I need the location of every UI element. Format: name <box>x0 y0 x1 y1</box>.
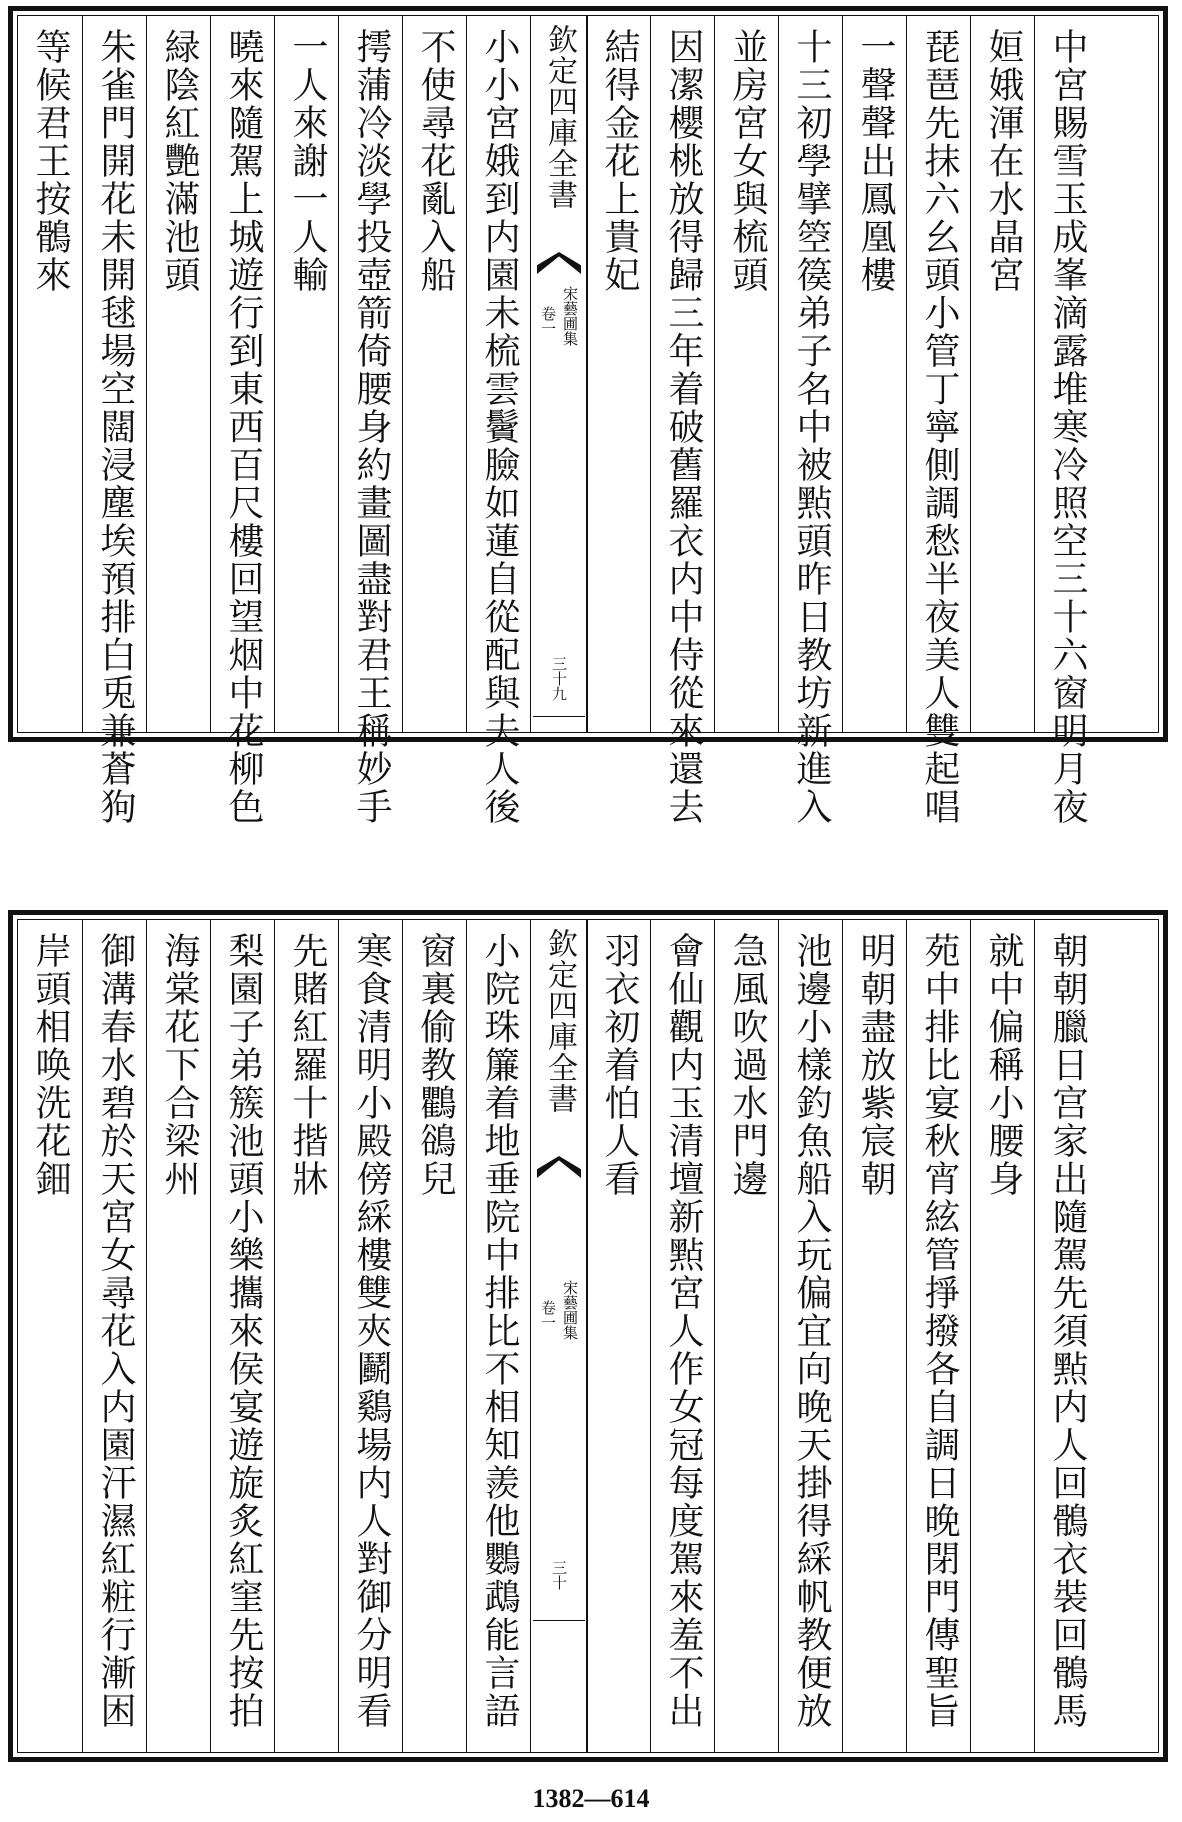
text-column: 就中偏稱小腰身 <box>970 920 1035 1752</box>
text-column: 一人來謝一人輸 <box>274 16 339 732</box>
text-column: 朝朝臘日宫家出隨駕先須㸃内人回鶻衣裝回鶻馬 <box>1034 920 1160 1752</box>
spine-collection: 宋藝圃集 <box>561 286 579 346</box>
text-column: 琵琶先抹六幺頭小管丁寧側調愁半夜美人雙起唱 <box>906 16 971 732</box>
text-column: 明朝盡放紫宸朝 <box>842 920 907 1752</box>
spine-page-number: 三十 <box>550 1560 568 1590</box>
text-column: 苑中排比宴秋宵絃管掙撥各自調日晚閉門傳聖旨 <box>906 920 971 1752</box>
text-column: 小院珠簾着地垂院中排比不相知羨他鸚鵡能言語 <box>466 920 531 1752</box>
center-spine <box>530 920 588 1752</box>
text-column: 會仙觀内玉清壇新㸃宮人作女冠每度駕來羞不出 <box>650 920 715 1752</box>
text-column: 十三初學擘箜篌弟子名中被㸃頭昨日教坊新進入 <box>778 16 843 732</box>
text-column: 曉來隨駕上城遊行到東西百尺樓回望烟中花柳色 <box>210 16 275 732</box>
page-frame <box>17 15 1159 826</box>
text-column: 並房宮女與梳頭 <box>714 16 779 732</box>
text-column: 御溝春水碧於天宮女尋花入内園汗濕紅粧行漸困 <box>82 920 147 1752</box>
text-column: 不使尋花亂入船 <box>402 16 467 732</box>
text-column: 寒食清明小殿傍綵樓雙夾鬬鷄場内人對御分明看 <box>338 920 403 1752</box>
spine-rule <box>533 716 585 717</box>
text-column: 羽衣初着怕人看 <box>586 920 651 1752</box>
spine-page-number: 三十九 <box>550 656 568 701</box>
page-top <box>8 6 1168 826</box>
text-column: 因㓗櫻桃放得歸三年着破舊羅衣内中侍從來還去 <box>650 16 715 732</box>
text-column: 摴蒲冷淡學投壺箭倚腰身約畫圖盡對君王稱妙手 <box>338 16 403 732</box>
text-column: 急風吹過水門邊 <box>714 920 779 1752</box>
text-column: 海棠花下合梁州 <box>146 920 211 1752</box>
fish-tail-mark-icon <box>537 1156 581 1178</box>
page-frame <box>17 919 1159 1753</box>
spine-collection: 宋藝圃集 <box>561 1280 579 1340</box>
text-column: 等候君王按鶻來 <box>30 28 71 294</box>
text-column: 岸頭相唤洗花鈿 <box>30 932 71 1198</box>
text-column: 中宮賜雪玉成峯滴露堆寒冷照空三十六窗明月夜 <box>1034 16 1160 732</box>
text-column: 小小宮娥到内園未梳雲鬢臉如蓮自從配與夫人後 <box>466 16 531 732</box>
text-column: 先賭紅羅十揩牀 <box>274 920 339 1752</box>
center-spine <box>530 16 588 732</box>
text-column: 姮娥渾在水晶宮 <box>970 16 1035 732</box>
spine-volume: 卷一 <box>539 306 557 336</box>
text-column: 梨園子弟簇池頭小樂攜來侯宴遊旋炙紅窐先按拍 <box>210 920 275 1752</box>
text-column: 窗裏偷教鸜鵒兒 <box>402 920 467 1752</box>
text-column: 朱雀門開花未開毬場空闊浸塵埃預排白兎兼蒼狗 <box>82 16 147 732</box>
text-column: 一聲聲出鳳凰樓 <box>842 16 907 732</box>
page-footer-number: 1382—614 <box>532 1784 650 1813</box>
fish-tail-mark-icon <box>537 252 581 274</box>
spine-title: 欽定四庫全書 <box>542 928 577 1114</box>
text-column: 池邊小樣釣魚船入玩偏宜向晚天掛得綵帆教便放 <box>778 920 843 1752</box>
spine-rule <box>533 1620 585 1621</box>
spine-volume: 卷一 <box>539 1300 557 1330</box>
page-bottom <box>8 910 1168 1762</box>
text-column: 緑陰紅艷滿池頭 <box>146 16 211 732</box>
spine-title: 欽定四庫全書 <box>542 24 577 210</box>
text-column: 結得金花上貴妃 <box>586 16 651 732</box>
